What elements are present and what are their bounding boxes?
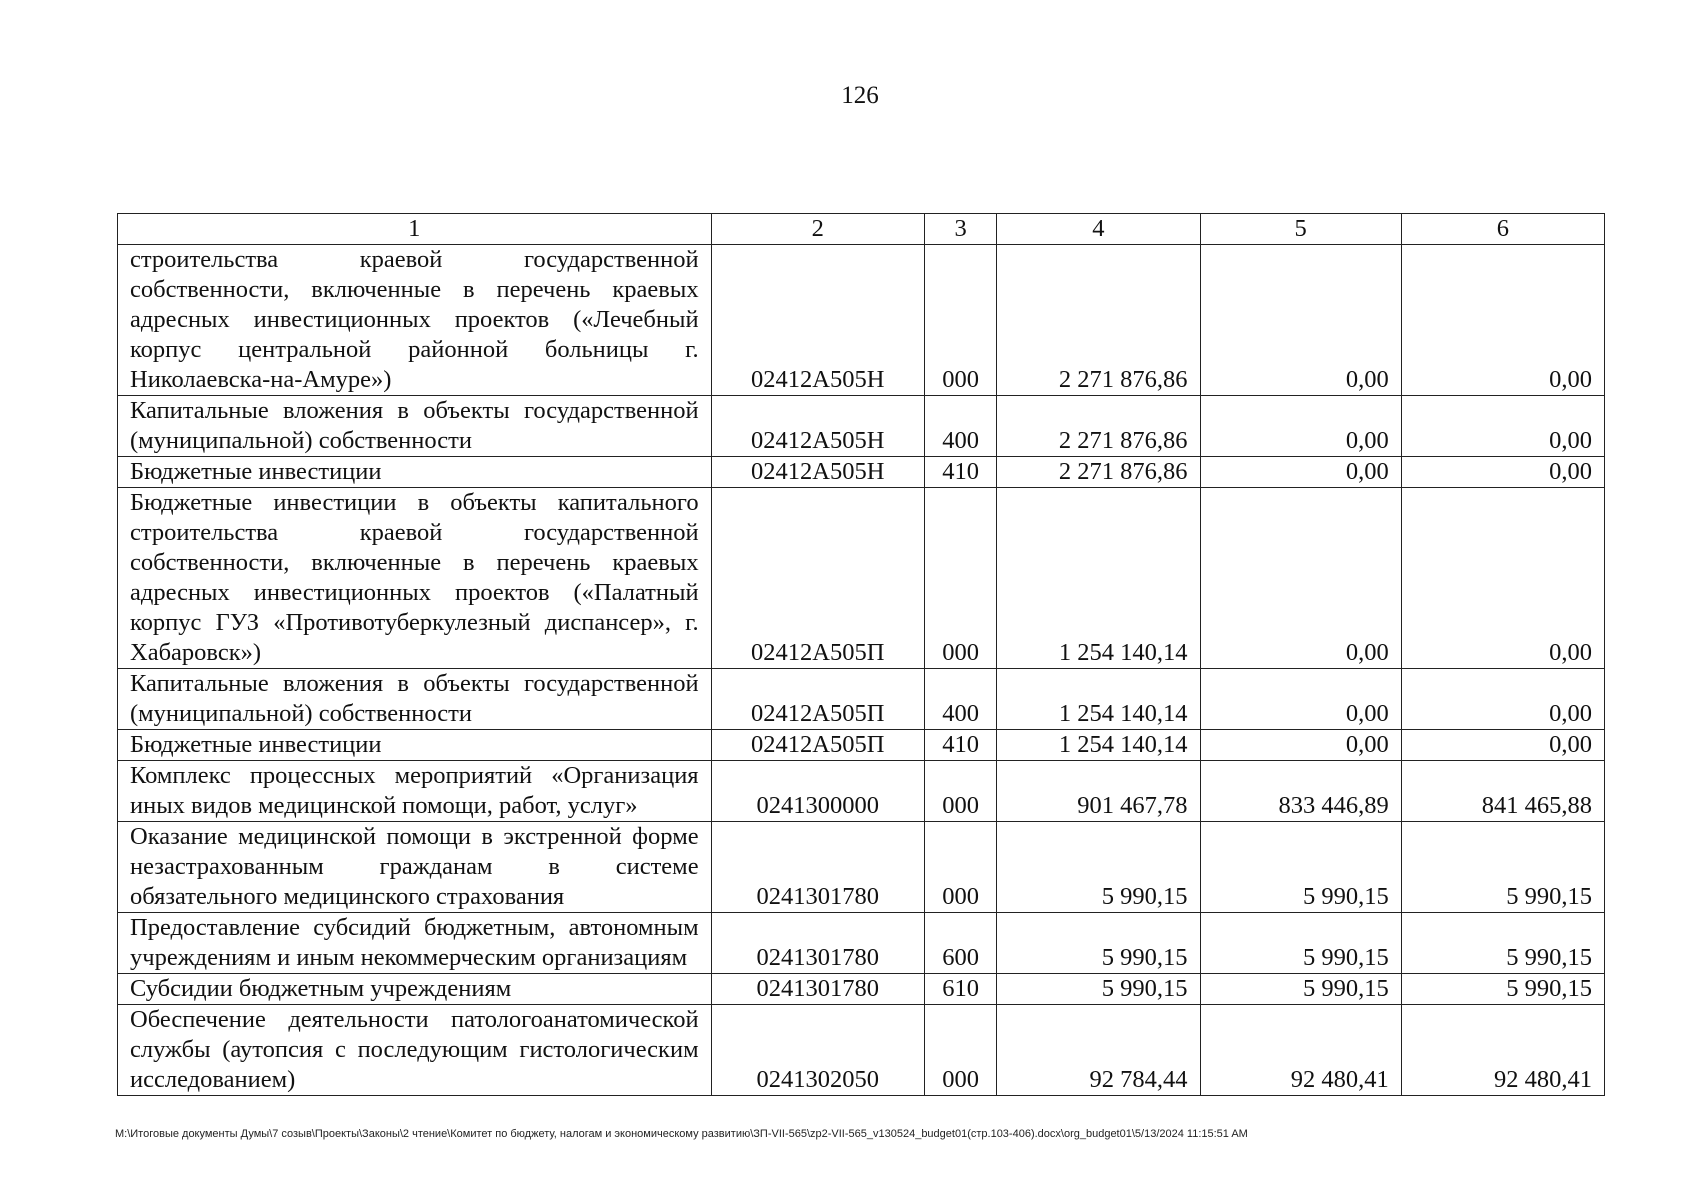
row-name: Бюджетные инвестиции	[118, 730, 712, 761]
row-value-5: 92 480,41	[1200, 1005, 1401, 1096]
row-value-5: 5 990,15	[1200, 974, 1401, 1005]
column-header-4: 4	[997, 214, 1200, 245]
row-value-4: 1 254 140,14	[997, 730, 1200, 761]
row-code: 0241301780	[711, 822, 924, 913]
row-name: строительства краевой государственной собственности, включенные в перечень краевых адресных инвестиционных проектов («Лечебный корпус центральной районной больницы г. Николаевска-на-Амуре»)	[118, 245, 712, 396]
row-value-4: 92 784,44	[997, 1005, 1200, 1096]
row-value-6: 92 480,41	[1401, 1005, 1604, 1096]
row-value-6: 5 990,15	[1401, 913, 1604, 974]
row-value-4: 2 271 876,86	[997, 457, 1200, 488]
row-name: Бюджетные инвестиции	[118, 457, 712, 488]
row-value-6: 5 990,15	[1401, 974, 1604, 1005]
row-code: 0241301780	[711, 913, 924, 974]
column-header-1: 1	[118, 214, 712, 245]
row-value-6: 841 465,88	[1401, 761, 1604, 822]
row-name: Субсидии бюджетным учреждениям	[118, 974, 712, 1005]
row-value-4: 2 271 876,86	[997, 396, 1200, 457]
table-row	[118, 396, 1605, 457]
column-header-6: 6	[1401, 214, 1604, 245]
column-header-2: 2	[711, 214, 924, 245]
row-value-5: 833 446,89	[1200, 761, 1401, 822]
row-name: Капитальные вложения в объекты государственной (муниципальной) собственности	[118, 396, 712, 457]
row-value-5: 0,00	[1200, 730, 1401, 761]
row-type: 000	[924, 245, 996, 396]
table-header-row	[118, 214, 1605, 245]
row-type: 000	[924, 1005, 996, 1096]
page-number: 126	[841, 82, 879, 109]
row-value-4: 901 467,78	[997, 761, 1200, 822]
row-code: 02412А505Н	[711, 245, 924, 396]
row-value-4: 5 990,15	[997, 822, 1200, 913]
row-name: Оказание медицинской помощи в экстренной форме незастрахованным гражданам в системе обязательного медицинского страхования	[118, 822, 712, 913]
column-header-3: 3	[924, 214, 996, 245]
row-name: Обеспечение деятельности патологоанатомической службы (аутопсия с последующим гистологическим исследованием)	[118, 1005, 712, 1096]
row-code: 02412А505Н	[711, 396, 924, 457]
row-type: 400	[924, 396, 996, 457]
table-row	[118, 669, 1605, 730]
row-value-6: 0,00	[1401, 245, 1604, 396]
row-type: 000	[924, 822, 996, 913]
row-name: Капитальные вложения в объекты государственной (муниципальной) собственности	[118, 669, 712, 730]
table-row	[118, 761, 1605, 822]
row-code: 02412А505П	[711, 669, 924, 730]
table-row	[118, 913, 1605, 974]
row-type: 610	[924, 974, 996, 1005]
row-value-5: 0,00	[1200, 669, 1401, 730]
row-value-6: 0,00	[1401, 488, 1604, 669]
table-row	[118, 730, 1605, 761]
row-type: 600	[924, 913, 996, 974]
row-code: 02412А505П	[711, 730, 924, 761]
row-code: 0241301780	[711, 974, 924, 1005]
table-row	[118, 974, 1605, 1005]
table-row	[118, 1005, 1605, 1096]
table-row	[118, 245, 1605, 396]
table-row	[118, 457, 1605, 488]
row-value-6: 0,00	[1401, 396, 1604, 457]
row-code: 0241302050	[711, 1005, 924, 1096]
row-value-4: 1 254 140,14	[997, 488, 1200, 669]
budget-table	[117, 213, 1605, 1096]
table-row	[118, 822, 1605, 913]
row-name: Предоставление субсидий бюджетным, автономным учреждениям и иным некоммерческим организациям	[118, 913, 712, 974]
row-code: 02412А505Н	[711, 457, 924, 488]
row-value-5: 5 990,15	[1200, 913, 1401, 974]
row-value-6: 0,00	[1401, 669, 1604, 730]
row-code: 0241300000	[711, 761, 924, 822]
row-value-5: 0,00	[1200, 396, 1401, 457]
row-name: Комплекс процессных мероприятий «Организация иных видов медицинской помощи, работ, услуг»	[118, 761, 712, 822]
column-header-5: 5	[1200, 214, 1401, 245]
row-type: 400	[924, 669, 996, 730]
row-value-5: 0,00	[1200, 488, 1401, 669]
row-type: 410	[924, 730, 996, 761]
row-value-4: 1 254 140,14	[997, 669, 1200, 730]
table-row	[118, 488, 1605, 669]
row-value-5: 0,00	[1200, 457, 1401, 488]
row-type: 410	[924, 457, 996, 488]
row-value-6: 5 990,15	[1401, 822, 1604, 913]
row-value-4: 5 990,15	[997, 974, 1200, 1005]
row-value-5: 0,00	[1200, 245, 1401, 396]
row-name: Бюджетные инвестиции в объекты капитального строительства краевой государственной собственности, включенные в перечень краевых адресных инвестиционных проектов («Палатный корпус ГУЗ «Противотуберкулезный диспансер», г. Хабаровск»)	[118, 488, 712, 669]
footer-file-path: M:\Итоговые документы Думы\7 созыв\Проекты\Законы\2 чтение\Комитет по бюджету, налогам и экономическому развитию\ЗП-VII-565\zp2-VII-565_v130524_budget01(стр.103-406).docx\org_budget01\5/13/2024 11:15:51 AM	[115, 1128, 1248, 1140]
row-value-5: 5 990,15	[1200, 822, 1401, 913]
row-value-4: 2 271 876,86	[997, 245, 1200, 396]
row-value-6: 0,00	[1401, 730, 1604, 761]
row-type: 000	[924, 761, 996, 822]
row-code: 02412А505П	[711, 488, 924, 669]
row-type: 000	[924, 488, 996, 669]
row-value-4: 5 990,15	[997, 913, 1200, 974]
row-value-6: 0,00	[1401, 457, 1604, 488]
